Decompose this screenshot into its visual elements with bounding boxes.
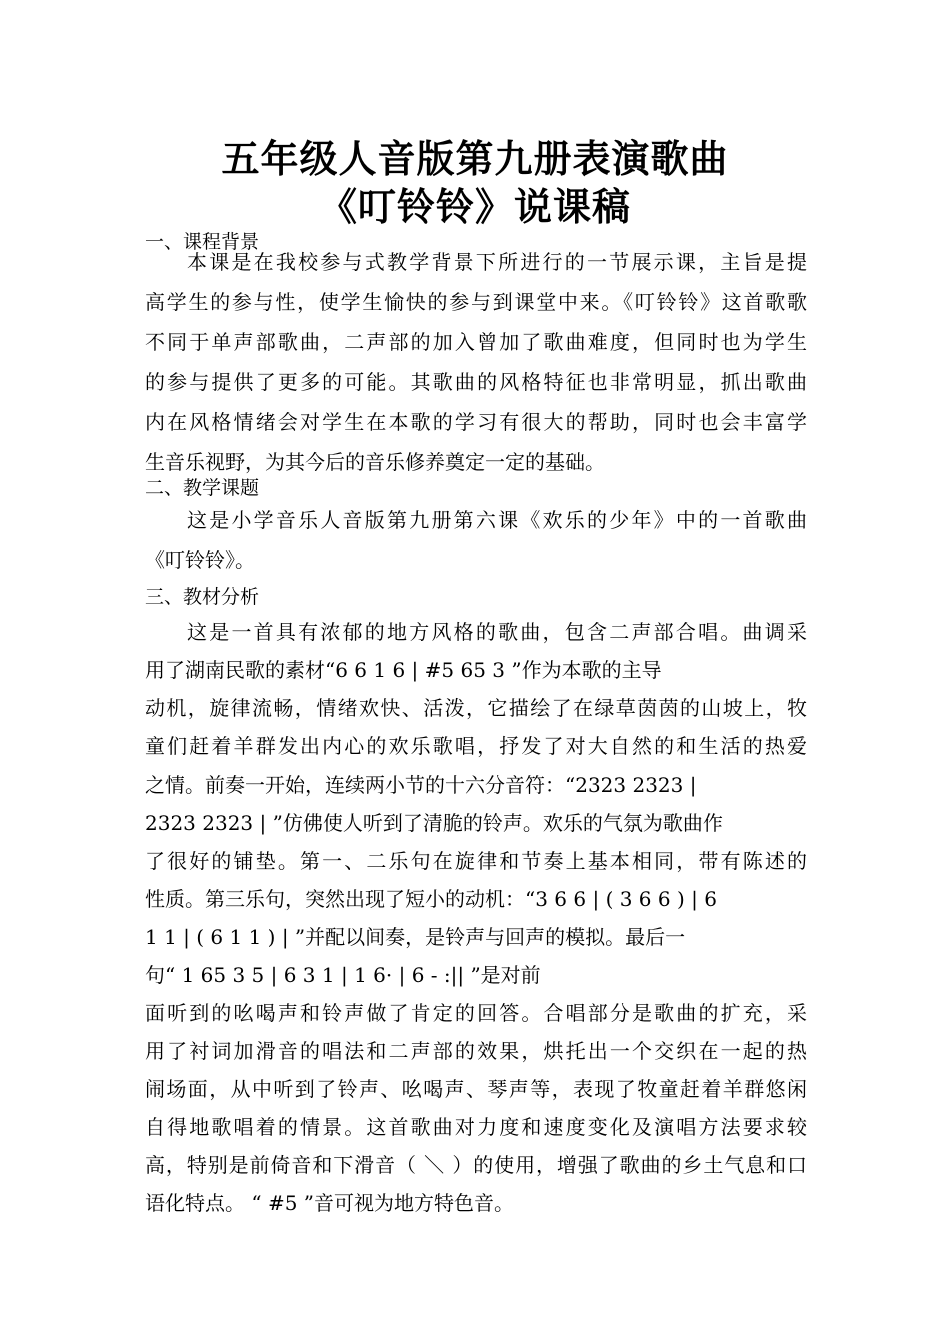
paragraph-line: 闹场面，从中听到了铃声、吆喝声、琴声等，表现了牧童赶着羊群悠闲 [145, 1077, 807, 1101]
paragraph-line: 高，特别是前倚音和下滑音（ ＼ ）的使用，增强了歌曲的乡土气息和口 [145, 1153, 807, 1177]
paragraph-line: 生音乐视野，为其今后的音乐修养奠定一定的基础。 [145, 450, 605, 474]
section-heading-background: 一、课程背景 [145, 231, 260, 253]
paragraph-line-notation: 2323 2323 | ”仿佛使人听到了清脆的铃声。欢乐的气氛为歌曲作 [145, 811, 723, 835]
section-heading-analysis: 三、教材分析 [145, 586, 260, 608]
paragraph-line: 本课是在我校参与式教学背景下所进行的一节展示课，主旨是提 [187, 250, 807, 274]
paragraph-line: 《叮铃铃》。 [145, 548, 255, 572]
paragraph-line: 用了衬词加滑音的唱法和二声部的效果，烘托出一个交织在一起的热 [145, 1039, 807, 1063]
paragraph-line: 不同于单声部歌曲，二声部的加入曾加了歌曲难度，但同时也为学生 [145, 330, 807, 354]
paragraph-line-notation: 用了湖南民歌的素材“6 6 1 6 | #5 65 3 ”作为本歌的主导 [145, 658, 662, 682]
paragraph-line: 自得地歌唱着的情景。这首歌曲对力度和速度变化及演唱方法要求较 [145, 1115, 807, 1139]
paragraph-line: 语化特点。 “ #5 ”音可视为地方特色音。 [145, 1191, 515, 1215]
paragraph-line: 童们赶着羊群发出内心的欢乐歌唱，抒发了对大自然的和生活的热爱 [145, 734, 807, 758]
document-title-line-2: 《叮铃铃》说课稿 [318, 184, 631, 229]
paragraph-line-notation: 句“ 1 65 3 5 | 6 3 1 | 1 6· | 6 - :|| ”是对前 [145, 963, 541, 987]
paragraph-line: 了很好的铺垫。第一、二乐句在旋律和节奏上基本相同，带有陈述的 [145, 849, 807, 873]
paragraph-line: 高学生的参与性，使学生愉快的参与到课堂中来。《叮铃铃》这首歌歌 [145, 290, 807, 314]
paragraph-line: 这是小学音乐人音版第九册第六课《欢乐的少年》中的一首歌曲 [187, 508, 807, 532]
paragraph-line-notation: 1 1 | ( 6 1 1 ) | ”并配以间奏，是铃声与回声的模拟。最后一 [145, 925, 686, 949]
paragraph-line: 动机，旋律流畅，情绪欢快、活泼，它描绘了在绿草茵茵的山坡上，牧 [145, 696, 807, 720]
paragraph-line: 面听到的吆喝声和铃声做了肯定的回答。合唱部分是歌曲的扩充，采 [145, 1001, 807, 1025]
paragraph-line: 的参与提供了更多的可能。其歌曲的风格特征也非常明显，抓出歌曲 [145, 370, 807, 394]
paragraph-line-notation: 之情。前奏一开始，连续两小节的十六分音符：“2323 2323 | [145, 773, 697, 797]
paragraph-line: 这是一首具有浓郁的地方风格的歌曲，包含二声部合唱。曲调采 [187, 620, 807, 644]
paragraph-line-notation: 性质。第三乐句，突然出现了短小的动机：“3 6 6 | ( 3 6 6 ) | 6 [145, 887, 717, 911]
paragraph-line: 内在风格情绪会对学生在本歌的学习有很大的帮助，同时也会丰富学 [145, 410, 807, 434]
section-heading-topic: 二、教学课题 [145, 477, 260, 499]
document-title-line-1: 五年级人音版第九册表演歌曲 [221, 136, 729, 181]
